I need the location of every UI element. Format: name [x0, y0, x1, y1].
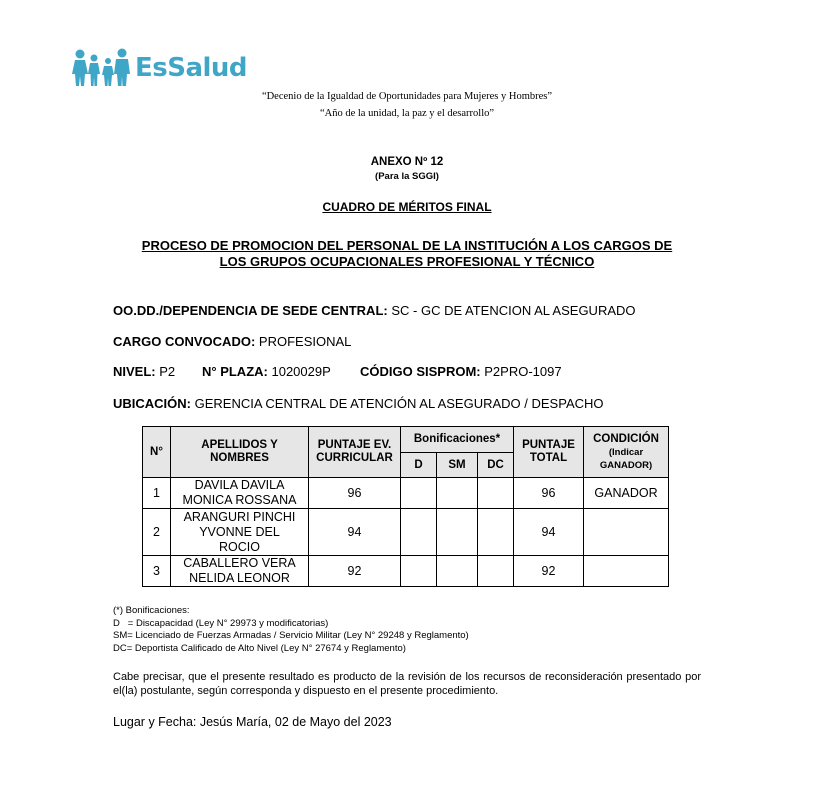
sisprom-value: P2PRO-1097 — [484, 364, 562, 379]
sisprom-field — [360, 364, 562, 379]
row-num: 2 — [143, 509, 171, 556]
merit-table — [142, 426, 669, 587]
logo-text: EsSalud — [135, 53, 248, 83]
row-condicion — [584, 556, 669, 587]
anexo-subtitle: (Para la SGGI) — [375, 171, 439, 182]
precision-paragraph: Cabe precisar, que el presente resultado es producto de la revisión de los recursos de reconsideración presentado por el(la) postulante, según corresponda y dispuesto en el presente procedimiento. — [113, 671, 701, 697]
row-sm — [437, 509, 478, 556]
row-num: 1 — [143, 478, 171, 509]
proceso-title — [0, 238, 814, 270]
table-row — [143, 556, 669, 587]
header-condicion — [584, 427, 669, 478]
essalud-logo — [72, 46, 247, 90]
dependencia-label: OO.DD./DEPENDENCIA DE SEDE CENTRAL: — [113, 303, 388, 318]
plaza-value: 1020029P — [271, 364, 331, 379]
lugar-fecha: Lugar y Fecha: Jesús María, 02 de Mayo del 2023 — [113, 715, 392, 729]
row-total: 96 — [514, 478, 584, 509]
row-sm — [437, 556, 478, 587]
header-puntaje-ev: PUNTAJE EV. CURRICULAR — [309, 427, 401, 478]
bonificaciones-notes — [113, 605, 469, 655]
row-dc — [478, 478, 514, 509]
cuadro-title: CUADRO DE MÉRITOS FINAL — [322, 200, 492, 214]
dependencia-value: SC - GC DE ATENCION AL ASEGURADO — [391, 303, 636, 318]
notes-dc: DC= Deportista Calificado de Alto Nivel (Ley N° 27674 y Reglamento) — [113, 642, 406, 654]
anexo-title: ANEXO Nº 12 — [370, 156, 444, 168]
plaza-field — [202, 364, 331, 379]
notes-sm: SM= Licenciado de Fuerzas Armadas / Servicio Militar (Ley N° 29248 y Reglamento) — [113, 630, 469, 641]
ubicacion-value: GERENCIA CENTRAL DE ATENCIÓN AL ASEGURADO / DESPACHO — [194, 396, 604, 411]
row-nombre: ARANGURI PINCHI YVONNE DEL ROCIO — [171, 509, 309, 556]
row-total: 94 — [514, 509, 584, 556]
header-num: N° — [143, 427, 171, 478]
row-dc — [478, 556, 514, 587]
row-puntaje: 94 — [309, 509, 401, 556]
row-condicion — [584, 509, 669, 556]
header-sm: SM — [437, 453, 478, 478]
row-d — [401, 509, 437, 556]
row-total: 92 — [514, 556, 584, 587]
decree-line-2: “Año de la unidad, la paz y el desarrollo” — [319, 108, 495, 119]
header-nombres: APELLIDOS Y NOMBRES — [171, 427, 309, 478]
header-condicion-main: CONDICIÓN — [593, 432, 659, 445]
header-condicion-sub: (Indicar GANADOR) — [599, 446, 653, 471]
row-puntaje: 96 — [309, 478, 401, 509]
header-puntaje-total: PUNTAJE TOTAL — [514, 427, 584, 478]
notes-d: D = Discapacidad (Ley N° 29973 y modificatorias) — [113, 617, 329, 629]
cargo-label: CARGO CONVOCADO: — [113, 334, 256, 349]
table-row — [143, 478, 669, 509]
row-puntaje: 92 — [309, 556, 401, 587]
plaza-label: N° PLAZA: — [202, 364, 268, 379]
row-d — [401, 478, 437, 509]
proceso-line-2: LOS GRUPOS OCUPACIONALES PROFESIONAL Y TÉCNICO — [219, 254, 595, 269]
row-condicion: GANADOR — [584, 478, 669, 509]
nivel-label: NIVEL: — [113, 364, 156, 379]
decree-line-1: “Decenio de la Igualdad de Oportunidades para Mujeres y Hombres” — [261, 91, 553, 102]
header-dc: DC — [478, 453, 514, 478]
family-figures-icon — [72, 48, 134, 88]
row-nombre: DAVILA DAVILA MONICA ROSSANA — [171, 478, 309, 509]
row-d — [401, 556, 437, 587]
nivel-value: P2 — [159, 364, 176, 379]
proceso-line-1: PROCESO DE PROMOCION DEL PERSONAL DE LA INSTITUCIÓN A LOS CARGOS DE — [141, 238, 673, 253]
ubicacion-label: UBICACIÓN: — [113, 396, 191, 411]
nivel-field — [113, 364, 175, 379]
row-sm — [437, 478, 478, 509]
cargo-value: PROFESIONAL — [258, 334, 352, 349]
table-row — [143, 509, 669, 556]
header-d: D — [401, 453, 437, 478]
sisprom-label: CÓDIGO SISPROM: — [360, 364, 481, 379]
cargo-field — [113, 334, 351, 349]
row-num: 3 — [143, 556, 171, 587]
ubicacion-field — [113, 396, 604, 411]
header-bonificaciones: Bonificaciones* — [401, 427, 514, 453]
row-dc — [478, 509, 514, 556]
row-nombre: CABALLERO VERA NELIDA LEONOR — [171, 556, 309, 587]
notes-title: (*) Bonificaciones: — [113, 605, 190, 616]
dependencia-field — [113, 303, 636, 318]
